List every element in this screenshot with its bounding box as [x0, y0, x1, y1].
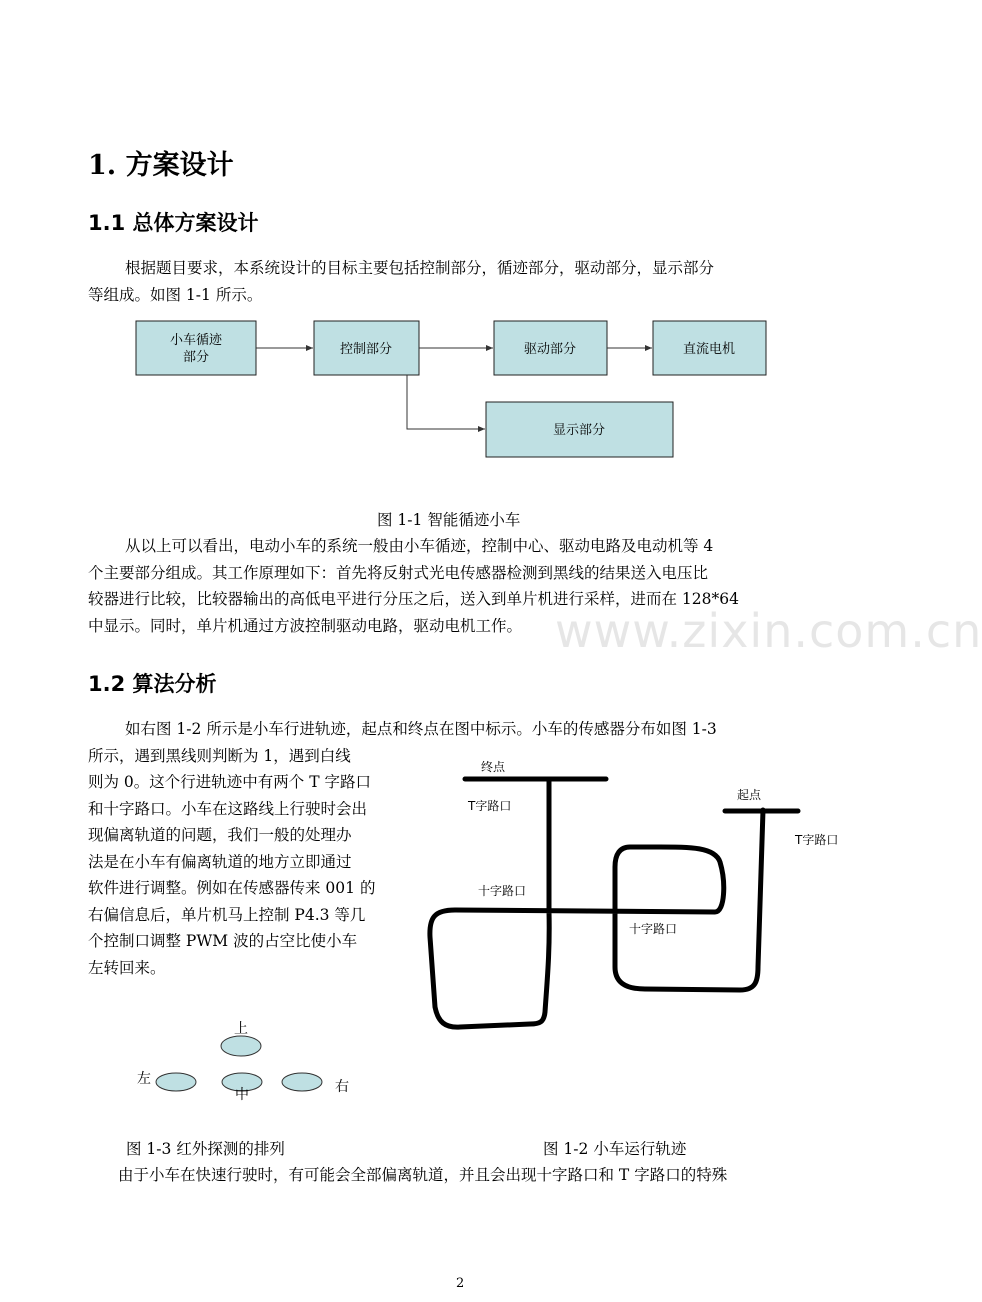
box-display-label: 显示部分 — [552, 423, 606, 438]
section-heading-1-2: 1.2 算法分析 — [88, 672, 217, 696]
label-crossroad-right: 十字路口 — [629, 922, 678, 936]
sensor-up — [221, 1036, 261, 1056]
principle-line-3: 较器进行比较，比较器输出的高低电平进行分压之后，送入到单片机进行采样，进而在 128*64 — [88, 590, 739, 608]
principle-line-2: 个主要部分组成。其工作原理如下：首先将反射式光电传感器检测到黑线的结果送入电压比 — [88, 563, 709, 582]
chapter-heading: 1. 方案设计 — [88, 150, 234, 181]
box-tracking-label-1: 小车循迹 — [169, 333, 223, 348]
label-up: 上 — [234, 1021, 248, 1037]
sensor-left — [156, 1073, 196, 1091]
algorithm-line-6: 软件进行调整。例如在传感器传来 001 的 — [88, 879, 376, 897]
algorithm-line-5: 法是在小车有偏离轨道的地方立即通过 — [88, 852, 352, 871]
figure-1-2-caption: 图 1-2 小车运行轨迹 — [543, 1140, 687, 1158]
label-middle: 中 — [235, 1087, 249, 1103]
label-t-junction-left: T字路口 — [468, 799, 512, 813]
figure-1-3-caption: 图 1-3 红外探测的排列 — [126, 1140, 285, 1158]
last-paragraph-line: 由于小车在快速行驶时，有可能会全部偏离轨道，并且会出现十字路口和 T 字路口的特殊 — [118, 1166, 728, 1184]
page-number: 2 — [456, 1276, 465, 1291]
box-tracking — [136, 321, 256, 375]
sensor-right — [282, 1073, 322, 1091]
box-control — [314, 321, 419, 375]
track-diagram — [420, 752, 860, 1042]
arrow-control-to-display — [407, 375, 485, 429]
box-display — [486, 402, 673, 457]
figure-1-1-caption: 图 1-1 智能循迹小车 — [377, 511, 521, 529]
box-drive-label: 驱动部分 — [523, 342, 577, 357]
algorithm-line-3: 和十字路口。小车在这路线上行驶时会出 — [88, 799, 368, 818]
algorithm-line-4: 现偏离轨道的问题，我们一般的处理办 — [88, 826, 352, 844]
section-heading-1-1: 1.1 总体方案设计 — [88, 211, 259, 235]
box-control-label: 控制部分 — [339, 342, 393, 357]
box-motor — [653, 321, 766, 375]
watermark: www.zixin.com.cn — [555, 604, 982, 658]
algorithm-line-8: 个控制口调整 PWM 波的占空比使小车 — [88, 932, 358, 950]
label-left: 左 — [137, 1071, 151, 1087]
algorithm-first-line: 如右图 1-2 所示是小车行进轨迹，起点和终点在图中标示。小车的传感器分布如图 1-3 — [125, 720, 717, 738]
track-path — [430, 779, 798, 1027]
intro-paragraph — [88, 255, 848, 308]
algorithm-line-2: 则为 0。这个行进轨迹中有两个 T 字路口 — [88, 773, 371, 791]
intro-line-2: 等组成。如图 1-1 所示。 — [88, 285, 263, 304]
algorithm-line-7: 右偏信息后，单片机马上控制 P4.3 等几 — [88, 905, 366, 924]
label-right: 右 — [335, 1079, 349, 1095]
algorithm-line-9: 左转回来。 — [88, 958, 166, 977]
principle-line-4: 中显示。同时，单片机通过方波控制驱动电路，驱动电机工作。 — [88, 616, 523, 635]
label-start: 起点 — [737, 788, 762, 802]
box-motor-label: 直流电机 — [682, 342, 736, 357]
label-end: 终点 — [481, 760, 506, 774]
box-tracking-label-2: 部分 — [182, 350, 210, 365]
label-crossroad-left: 十字路口 — [478, 884, 527, 898]
principle-line-1: 从以上可以看出，电动小车的系统一般由小车循迹，控制中心、驱动电路及电动机等 4 — [125, 537, 714, 555]
algorithm-line-1: 所示，遇到黑线则判断为 1，遇到白线 — [88, 746, 351, 765]
sensor-diagram — [128, 1016, 368, 1106]
block-diagram — [120, 312, 800, 472]
intro-line-1: 根据题目要求，本系统设计的目标主要包括控制部分，循迹部分，驱动部分，显示部分 — [125, 259, 715, 277]
box-drive — [494, 321, 607, 375]
label-t-junction-right: T字路口 — [795, 833, 839, 847]
